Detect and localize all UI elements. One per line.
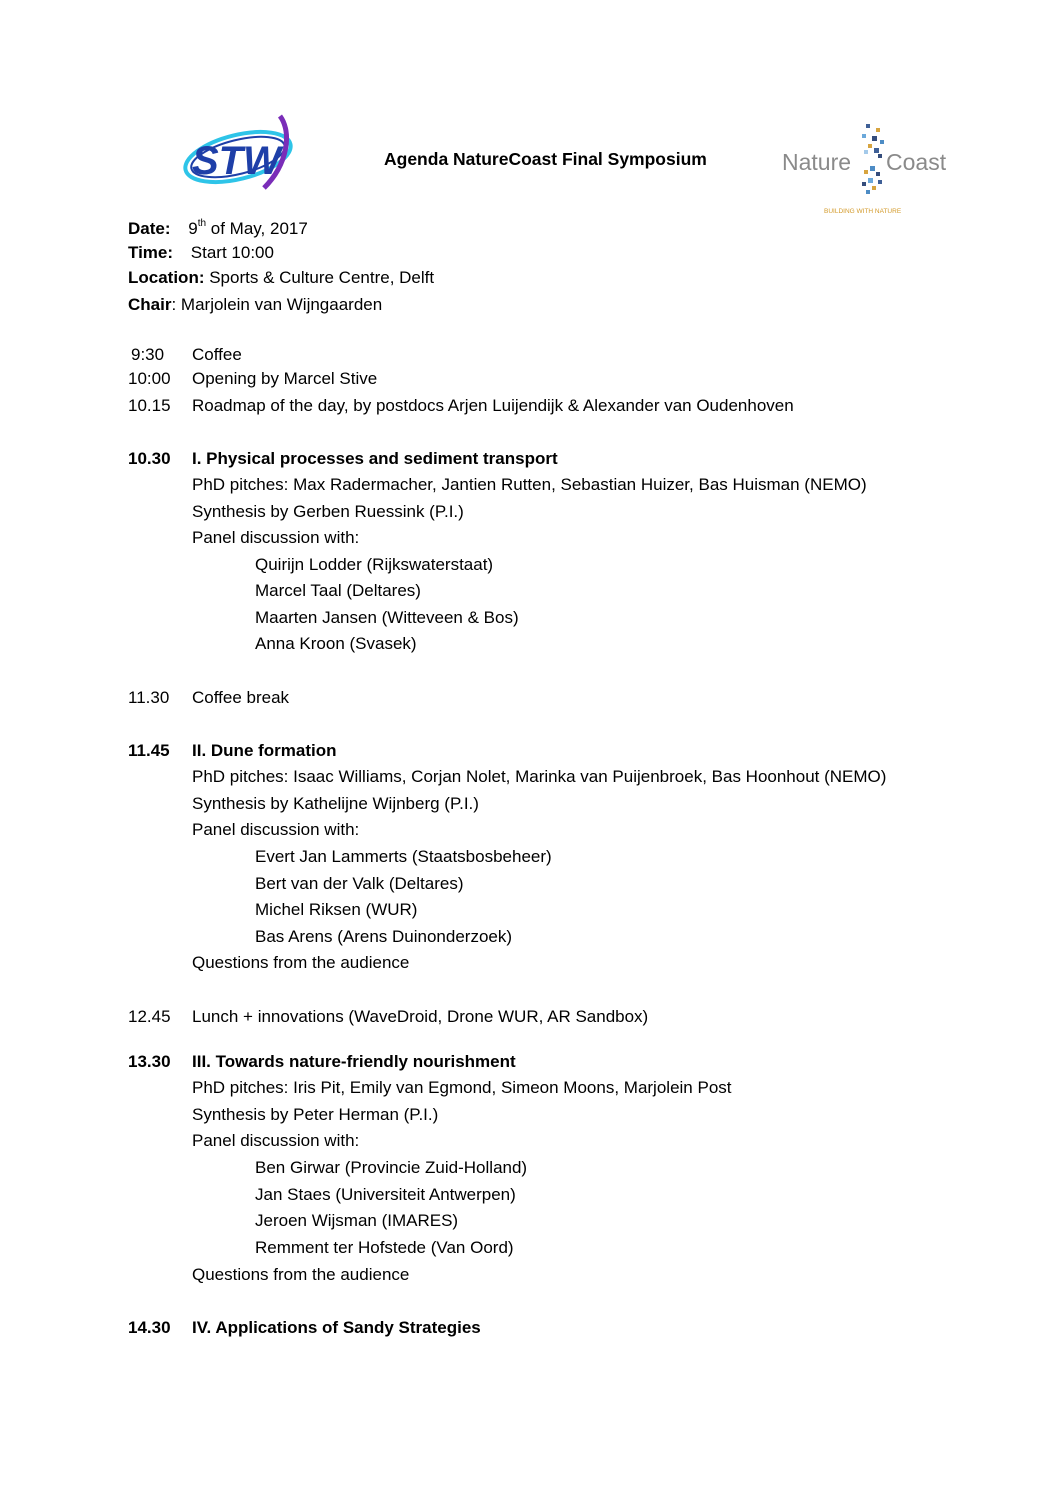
date-line xyxy=(128,219,308,239)
session-questions: Questions from the audience xyxy=(192,1265,410,1284)
panel-member: Jeroen Wijsman (IMARES) xyxy=(255,1211,459,1230)
session-title: II. Dune formation xyxy=(192,741,337,760)
panel-member: Maarten Jansen (Witteveen & Bos) xyxy=(255,608,519,627)
schedule-text: Roadmap of the day, by postdocs Arjen Luijendijk & Alexander van Oudenhoven xyxy=(192,396,794,415)
date-label: Date: xyxy=(128,219,171,238)
schedule-time: 10.15 xyxy=(128,396,171,415)
naturecoast-tagline: BUILDING WITH NATURE xyxy=(824,208,902,215)
panel-member: Marcel Taal (Deltares) xyxy=(255,581,421,600)
panel-member: Jan Staes (Universiteit Antwerpen) xyxy=(255,1185,516,1204)
time-line xyxy=(128,243,274,263)
panel-member: Quirijn Lodder (Rijkswaterstaat) xyxy=(255,555,494,574)
session-time: 10.30 xyxy=(128,449,171,468)
session-time: 14.30 xyxy=(128,1318,171,1337)
break-time: 11.30 xyxy=(128,688,170,707)
session-title: IV. Applications of Sandy Strategies xyxy=(192,1318,481,1337)
schedule-text: Opening by Marcel Stive xyxy=(192,369,378,388)
session-panel-label: Panel discussion with: xyxy=(192,820,360,839)
session-pitches: PhD pitches: Max Radermacher, Jantien Rutten, Sebastian Huizer, Bas Huisman (NEMO) xyxy=(192,475,867,494)
location-label: Location: xyxy=(128,268,205,287)
session-time: 13.30 xyxy=(128,1052,171,1071)
panel-member: Michel Riksen (WUR) xyxy=(255,900,418,919)
session-synthesis: Synthesis by Gerben Ruessink (P.I.) xyxy=(192,502,464,521)
schedule-time: 9:30 xyxy=(131,345,165,364)
break-time: 12.45 xyxy=(128,1007,171,1026)
chair-label: Chair xyxy=(128,295,172,314)
time-value: Start 10:00 xyxy=(190,243,274,262)
session-questions: Questions from the audience xyxy=(192,953,410,972)
chair-value: : Marjolein van Wijngaarden xyxy=(171,295,383,314)
date-day: 9 xyxy=(188,219,198,238)
session-synthesis: Synthesis by Peter Herman (P.I.) xyxy=(192,1105,439,1124)
date-suffix: th xyxy=(197,218,207,230)
panel-member: Evert Jan Lammerts (Staatsbosbeheer) xyxy=(255,847,552,866)
break-text: Coffee break xyxy=(192,688,290,707)
stw-logo xyxy=(180,112,306,194)
session-title: III. Towards nature-friendly nourishment xyxy=(192,1052,516,1071)
dots-graphic xyxy=(862,124,884,194)
panel-member: Bert van der Valk (Deltares) xyxy=(255,874,464,893)
session-panel-label: Panel discussion with: xyxy=(192,528,360,547)
session-title: I. Physical processes and sediment transport xyxy=(192,449,558,468)
naturecoast-logo xyxy=(778,120,960,218)
chair-line xyxy=(128,295,382,315)
session-panel-label: Panel discussion with: xyxy=(192,1131,360,1150)
panel-member: Bas Arens (Arens Duinonderzoek) xyxy=(255,927,513,946)
naturecoast-word-coast: Coast xyxy=(886,149,947,175)
session-pitches: PhD pitches: Iris Pit, Emily van Egmond, Simeon Moons, Marjolein Post xyxy=(192,1078,732,1097)
location-line xyxy=(128,268,434,288)
time-label: Time: xyxy=(128,243,174,262)
session-time: 11.45 xyxy=(128,741,170,760)
panel-member: Ben Girwar (Provincie Zuid-Holland) xyxy=(255,1158,528,1177)
panel-member: Remment ter Hofstede (Van Oord) xyxy=(255,1238,514,1257)
location-value: Sports & Culture Centre, Delft xyxy=(204,268,435,287)
naturecoast-word-nature: Nature xyxy=(782,149,852,175)
break-text: Lunch + innovations (WaveDroid, Drone WUR, AR Sandbox) xyxy=(192,1007,649,1026)
page-title: Agenda NatureCoast Final Symposium xyxy=(384,149,707,169)
date-rest: of May, 2017 xyxy=(206,219,308,238)
schedule-text: Coffee xyxy=(192,345,242,364)
session-synthesis: Synthesis by Kathelijne Wijnberg (P.I.) xyxy=(192,794,479,813)
stw-logo-text: STW xyxy=(192,139,281,183)
session-pitches: PhD pitches: Isaac Williams, Corjan Nolet, Marinka van Puijenbroek, Bas Hoonhout (NEMO) xyxy=(192,767,887,786)
panel-member: Anna Kroon (Svasek) xyxy=(255,634,417,653)
schedule-time: 10:00 xyxy=(128,369,171,388)
